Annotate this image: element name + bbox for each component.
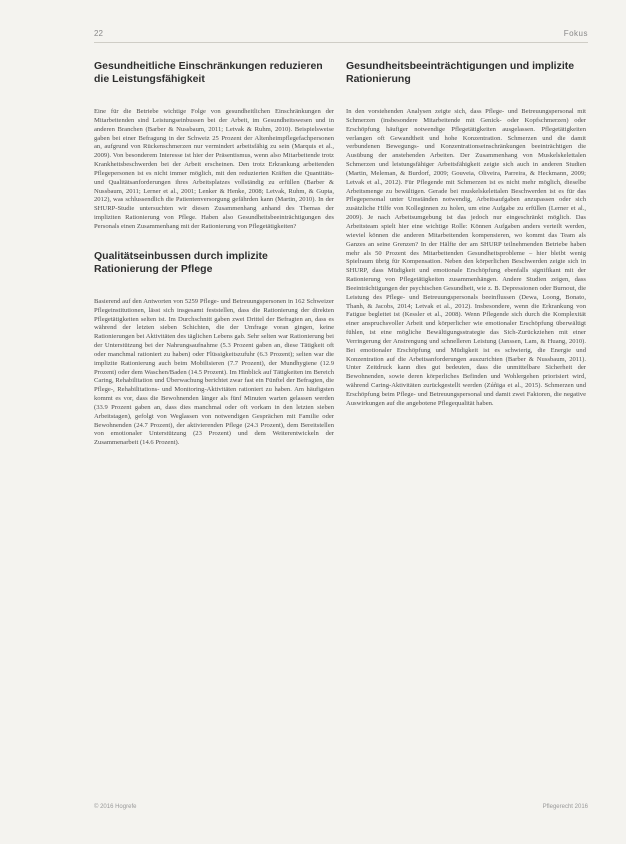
- section-heading-health-limitations: Gesundheitliche Einschränkungen reduzieren die Leistungsfähigkeit: [94, 60, 323, 85]
- running-head: Fokus: [563, 29, 588, 38]
- page-number: 22: [94, 29, 103, 38]
- right-column: [346, 60, 586, 417]
- section-heading-quality-losses: Qualitätseinbussen durch implizite Rationierung der Pflege: [94, 249, 268, 275]
- paragraph-health-limitations: Eine für die Betriebe wichtige Folge von gesundheitlichen Einschränkungen der Mitarbeitenden sind Leistungseinbussen bei der Arbeit, im Gesundheitswesen und in anderen Branchen (Barber & Nussbaum, 2011; Letvak & Ruhm, 2010). Beispielsweise gaben bei einer Befragung in der Schweiz 25 Prozent der Altenheimpflegefachpersonen an, aufgrund von Rückenschmerzen nur vermindert arbeitsfähig zu sein (Marquis et al., 2009). Von besonderem Interesse ist hier der Präsentismus, wenn also Mitarbeitende trotz Krankheitsbeschwerden bei der Arbeit erscheinen. Den trotz Erkrankung arbeitenden Pflegepersonen ist es nicht immer möglich, mit den reduzierten Kräften die Quantitäts- und Qualitätsanforderungen ihres Arbeitsplatzes vollständig zu erfüllen (Barber & Nussbaum, 2011; Lerner et al., 2001; Lenker & Henke, 2008; Letvak, Ruhm, & Gupta, 2012), was schlussendlich die Patientenversorgung gefährden kann (Martin, 2010). In der SHURP-Studie untersuchten wir diesen Zusammenhang anhand des Themas der impliziten Rationierung von Pflege. Haben also Gesundheitsbeeinträchtigungen des Personals einen Zusammenhang mit der Rationierung von Pflegetätigkeiten?: [94, 108, 334, 230]
- header-rule: [94, 42, 588, 43]
- paragraph-quality-losses: Basierend auf den Antworten von 5259 Pflege- und Betreuungspersonen in 162 Schweizer Pflegeinstitutionen, lässt sich insgesamt feststellen, dass die Rationierung der direkten Pflegetätigkeiten selten ist. Im Durchschnitt gaben zwei Drittel der Befragten an, dass es während der letzten sieben Schichten, die der Umfrage voran gingen, keine Rationierungen bei Aktivitäten des täglichen Lebens gab. Sehr selten war Rationierung bei der Unterstützung bei der Nahrungsaufnahme (5.3 Prozent gaben an, diese Tätigkeit oft oder manchmal rationiert zu haben) oder Flüssigkeitszufuhr (6.3 Prozent); selten war die implizite Rationierung auch beim Mobilisieren (7.7 Prozent), der Mundhygiene (12.9 Prozent) oder dem Waschen/Baden (14.5 Prozent). Im Hinblick auf Tätigkeiten im Bereich Caring, Rehabilitation und Überwachung berichtet zwar fast ein Fünftel der Befragten, die Pflege-, Rehabilitations- und Monitoring-Aktivitäten rationiert zu haben. Am häufigsten kommt es vor, dass die Bewohnenden länger als fünf Minuten warten gelassen werden (33.9 Prozent gaben an, dass dies manchmal oder oft vorkam in den letzten sieben Arbeitstagen), gefolgt von Weglassen von notwendigen Gesprächen mit Familie oder Bewohnenden (24.7 Prozent), der aktivierenden Pflege (24.3 Prozent), dem Bereitstellen von emotionaler Unterstützung (23 Prozent) und dem Weiterentwickeln der Zusammenarbeit (14.6 Prozent).: [94, 297, 334, 447]
- footer-right: Pflegerecht 2016: [542, 804, 588, 810]
- left-column: [94, 60, 334, 456]
- paragraph-impairments-rationing: In den vorstehenden Analysen zeigte sich, dass Pflege- und Betreuungspersonal mit Schmerzen (insbesondere Mitarbeitende mit Genick- oder Kopfschmerzen) oder Erschöpfung häufiger notwendige Pflegetätigkeiten ausgelassen. Pflegetätigkeiten verlangen oft Gewandtheit und hohe Konzentration. Schmerzen und die damit verbundenen Bewegungs- und Konzentrationseinschränkungen beeinträchtigen die Ausübung der anstehenden Arbeiten. Der Zusammenhang von Muskelskelettalen Schmerzen und leistungsfähiger Arbeitsfähigkeit zeigte sich auch in anderen Studien (Martin, Meleman, & Burdorf, 2009; Gouveia, Oliveira, Parreira, & Heckmann, 2009; Letvak et al., 2012). Für Pflegende mit Schmerzen ist es nicht mehr möglich, dieselbe Arbeitsmenge zu bewältigen. Gerade bei muskelskelettalen Beschwerden ist es für das Pflegepersonal unter Umständen notwendig, Arbeitsaufgaben anzupassen oder sich zusätzliche Hilfe von Kolleginnen zu holen, um eine Aufgabe zu erfüllen (Lerner et al., 2009). Je nach Arbeitsumgebung ist das jedoch nur eingeschränkt möglich. Das Arbeitsteam spielt hier eine wichtige Rolle: Können Aufgaben anders verteilt werden, wieviel können die anderen Mitarbeitenden kompensieren, wo kommt das Team als Ganzes an seine Grenzen? In der Hälfte der am SHURP teilnehmenden Betriebe haben mehr als 50 Prozent des Mitarbeitenden Gesundheitsprobleme – hier bleibt wenig Spielraum übrig für Kompensation. Neben den körperlichen Beschwerden zeigte sich in SHURP, dass Müdigkeit und emotionale Erschöpfung ebenfalls signifikant mit der Rationierung von Pflegetätigkeiten zusammenhängen. Andere Studien zeigen, dass Beeinträchtigungen der psychischen Gesundheit, wie z. B. Depressionen oder Burnout, die Leistung des Pflege- und Betreuungspersonals beeinflussen (Dewa, Loong, Bonato, Thanh, & Jacobs, 2014; Letvak et al., 2012). Insbesondere, wenn die Erkrankung von Fatigue begleitet ist (Kessler et al., 2008). Wenn Pflegende sich durch die Komplexität einer anspruchsvoller Arbeit und körperlicher wie emotionaler Erschöpfung überwältigt fühlen, ist eine mögliche Bewältigungsstrategie das Sich-Zurückziehen mit einer Verringerung der Anstrengung und schnelleren Leistung (Janssen, Lam, & Huang, 2010). Bei emotionaler Erschöpfung und Müdigkeit ist es schwierig, die Energie und Konzentration auf die Arbeitsanforderungen auszurichten (Barber & Nussbaum, 2011). Unter Zeitdruck kann dies gut bedeuten, dass die unmittelbare Sicherheit der Bewohnenden, sowie deren körperliches Befinden und Wohlergehen priorisiert wird, während Caring-Aktivitäten zurückgestellt werden (Zúñiga et al., 2015). Schmerzen und Erschöpfung beim Pflege- und Betreuungspersonal und damit zwei Faktoren, die negative Auswirkungen auf die angebotene Pflegequalität haben.: [346, 108, 586, 407]
- footer-left: © 2016 Hogrefe: [94, 804, 137, 810]
- section-heading-impairments-rationing: Gesundheitsbeeinträchtigungen und implizite Rationierung: [346, 60, 575, 85]
